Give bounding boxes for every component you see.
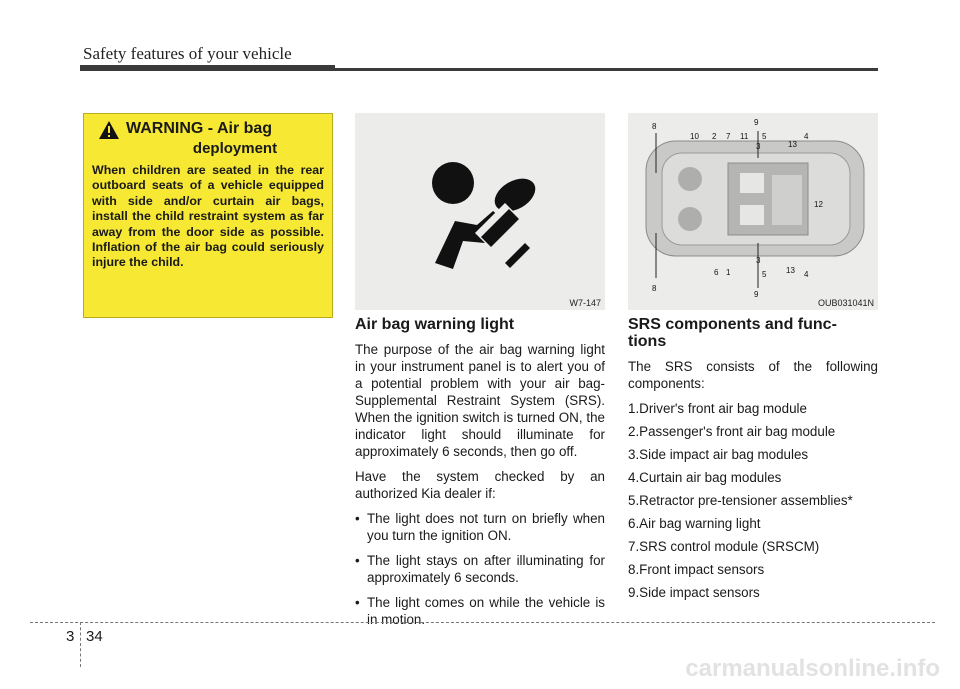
list-item: 6.Air bag warning light — [628, 516, 761, 531]
figure-code: OUB031041N — [817, 298, 874, 308]
diagram-label-4b: 4 — [804, 270, 809, 279]
section-number: 3 — [66, 628, 75, 645]
diagram-label-3b: 3 — [756, 256, 761, 265]
diagram-label-5b: 5 — [762, 270, 767, 279]
list-item: 3.Side impact air bag modules — [628, 447, 809, 462]
watermark: carmanualsonline.info — [685, 655, 940, 682]
warning-title: WARNING - Air bag — [126, 120, 273, 137]
list-item: 5.Retractor pre-tensioner assemblies* — [628, 493, 853, 508]
paragraph: The SRS consists of the following components: — [628, 359, 878, 391]
header-rule — [80, 68, 878, 71]
airbag-warning-light-section — [355, 316, 605, 636]
list-item: 7.SRS control module (SRSCM) — [628, 539, 820, 554]
page-number: 34 — [86, 628, 103, 645]
srs-components-section — [628, 316, 878, 607]
diagram-label-10: 10 — [690, 132, 699, 141]
bullet-item: • The light comes on while the vehicle is in motion. — [355, 595, 605, 627]
warning-heading — [92, 120, 324, 140]
figure-code: W7-147 — [569, 298, 601, 308]
diagram-label-13: 13 — [788, 140, 797, 149]
diagram-label-1: 1 — [726, 268, 731, 277]
srs-components-figure — [628, 113, 878, 310]
diagram-label-2: 2 — [712, 132, 717, 141]
diagram-label-3: 3 — [756, 142, 761, 151]
diagram-label-11: 11 — [740, 132, 749, 141]
section-title: Air bag warning light — [355, 316, 515, 333]
diagram-label-6: 6 — [714, 268, 719, 277]
warning-text: When children are seated in the rear outboard seats of a vehicle equipped with side and/or curtain air bags, install the child restraint system as far away from the door side as possible. Inflation of the air bag could seriously injure the child. — [92, 163, 324, 270]
diagram-label-8b: 8 — [652, 284, 657, 293]
diagram-label-8: 8 — [652, 122, 657, 131]
list-item: 1.Driver's front air bag module — [628, 401, 807, 416]
diagram-label-7: 7 — [726, 132, 731, 141]
list-item: 2.Passenger's front air bag module — [628, 424, 836, 439]
paragraph: Have the system checked by an authorized Kia dealer if: — [355, 469, 605, 501]
airbag-warning-figure — [355, 113, 605, 310]
warning-box — [83, 113, 333, 318]
bullet-item: • The light does not turn on briefly when you turn the ignition ON. — [355, 511, 605, 543]
diagram-label-9: 9 — [754, 118, 759, 127]
footer-divider — [30, 622, 935, 623]
diagram-label-5: 5 — [762, 132, 767, 141]
warning-subtitle: deployment — [192, 140, 278, 157]
diagram-label-13b: 13 — [786, 266, 795, 275]
footer-vertical-divider — [80, 622, 81, 667]
car-topview-diagram — [628, 113, 878, 310]
paragraph: The purpose of the air bag warning light in your instrument panel is to alert you of a potential problem with your air bag-Supplemental Restraint System (SRS). When the ignition switch is turned ON, the indicator light should illuminate for approximately 6 seconds, then go off. — [355, 342, 605, 459]
diagram-label-12: 12 — [814, 200, 823, 209]
header-title: Safety features of your vehicle — [83, 44, 292, 63]
list-item: 9.Side impact sensors — [628, 585, 760, 600]
diagram-label-9b: 9 — [754, 290, 759, 299]
section-title: SRS components and func- tions — [628, 316, 837, 350]
airbag-warning-icon — [355, 113, 605, 310]
bullet-item: • The light stays on after illuminating for approximately 6 seconds. — [355, 553, 605, 585]
list-item: 4.Curtain air bag modules — [628, 470, 782, 485]
warning-triangle-icon — [98, 120, 120, 140]
list-item: 8.Front impact sensors — [628, 562, 765, 577]
diagram-label-4: 4 — [804, 132, 809, 141]
